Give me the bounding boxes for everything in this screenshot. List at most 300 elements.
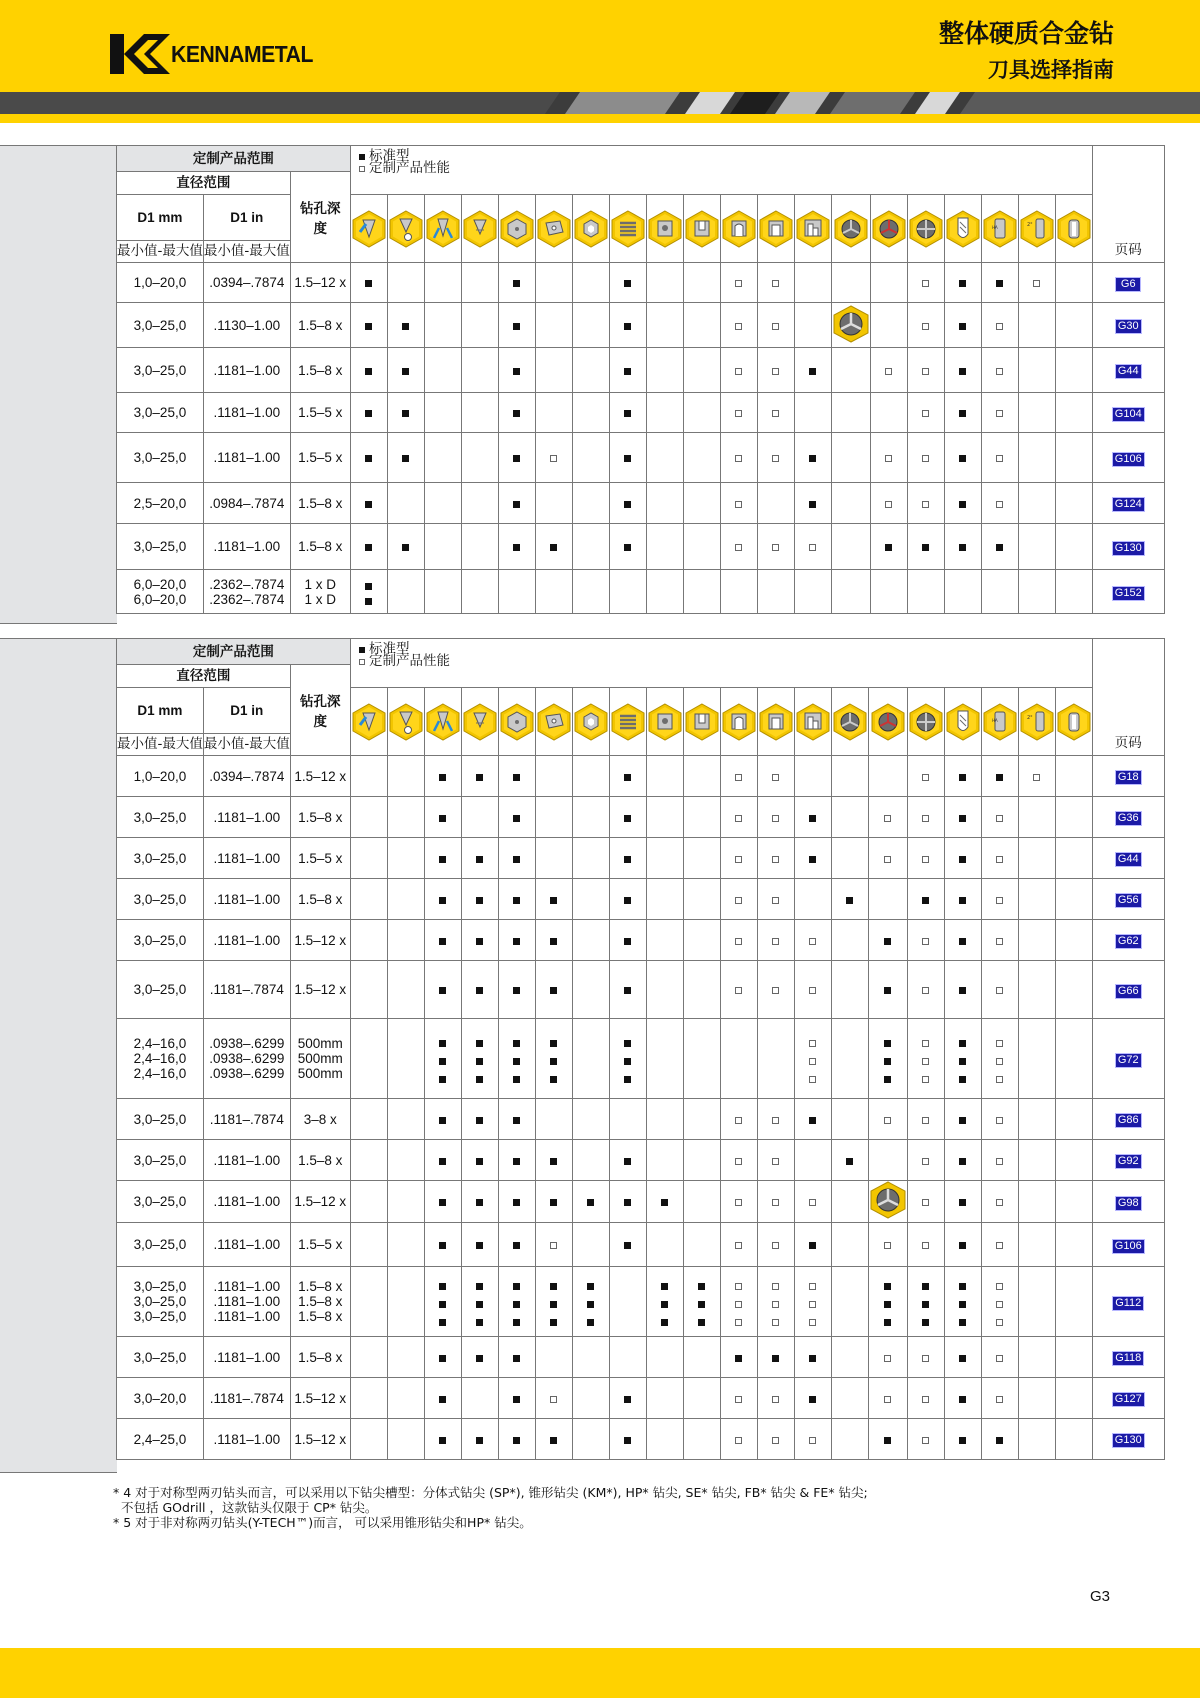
standard-marker [476,856,483,863]
feature-cell [350,1181,387,1223]
page-link-cell[interactable] [1092,483,1164,524]
standard-marker [365,368,372,375]
feature-cell [868,1378,907,1419]
feature-cell [646,1267,683,1337]
feature-cell [981,1019,1018,1099]
standard-marker [809,455,816,462]
page-link-cell[interactable] [1092,263,1164,303]
custom-marker [772,1117,779,1124]
feature-cell [535,570,572,614]
feature-cell [794,1223,831,1267]
feature-cell [757,483,794,524]
standard-marker [439,815,446,822]
page-link-cell[interactable] [1092,961,1164,1019]
feature-cell [757,1419,794,1460]
feature-cell [424,920,461,961]
standard-marker [959,280,966,287]
feature-cell [981,920,1018,961]
feature-cell [683,570,720,614]
icon-col-13 [831,195,870,263]
page-link[interactable]: G72 [1117,1053,1139,1066]
feature-cell [350,303,387,348]
standard-marker [996,1437,1003,1444]
icon-col-7 [609,195,646,263]
feature-cell [350,1019,387,1099]
custom-marker [996,1242,1003,1249]
table-row [117,524,1165,570]
custom-marker [772,455,779,462]
feature-cell [387,1181,424,1223]
page-link-cell[interactable] [1092,1140,1164,1181]
standard-marker [402,368,409,375]
page-link[interactable]: G130 [1114,541,1142,554]
table-row [117,570,1165,614]
feature-cell [424,879,461,920]
feature-cell [944,524,981,570]
feature-cell [1055,961,1092,1019]
feature-cell [757,1140,794,1181]
custom-marker [996,856,1003,863]
custom-marker [996,1283,1003,1290]
icon-col-16 [944,195,981,263]
feature-cell [1055,1337,1092,1378]
custom-range-header: 定制产品范围 [117,146,351,172]
four-flute-icon [909,703,943,741]
feature-cell [461,879,498,920]
custom-marker [922,1117,929,1124]
min-max-mm: 最小值-最大值 [117,241,204,263]
page-link-cell[interactable] [1092,838,1164,879]
table-row [117,1181,1165,1223]
icon-col-12 [794,195,831,263]
page-link[interactable]: G30 [1117,320,1139,332]
standard-marker [587,1301,594,1308]
icon-col-15 [907,195,944,263]
feature-cell [831,1019,868,1099]
feature-cell [609,920,646,961]
custom-marker [809,1058,816,1065]
feature-cell [1055,1223,1092,1267]
standard-marker [439,1242,446,1249]
page-link[interactable]: G98 [1117,1196,1139,1209]
page-link[interactable]: G130 [1114,1434,1142,1446]
standard-marker [476,1283,483,1290]
feature-cell [498,263,535,303]
custom-marker [772,774,779,781]
standard-marker [439,1301,446,1308]
feature-cell [1055,756,1092,797]
custom-marker [772,1319,779,1326]
standard-marker [959,1058,966,1065]
diameter-mm-cell: 2,4–16,0 2,4–16,0 2,4–16,0 [117,1019,204,1099]
feature-cell [981,1181,1018,1223]
custom-marker [735,1319,742,1326]
page-link-cell[interactable] [1092,1337,1164,1378]
feature-cell [572,263,609,303]
custom-marker [922,774,929,781]
standard-marker [624,938,631,945]
icon-col-2 [424,195,461,263]
feature-cell [981,393,1018,433]
depth-cell: 1.5–8 x [290,348,350,393]
feature-cell [498,1378,535,1419]
standard-marker [513,856,520,863]
feature-cell [572,1419,609,1460]
page-link-cell[interactable] [1092,920,1164,961]
feature-cell [831,433,870,483]
brand-name: KENNAMETAL [171,40,313,67]
feature-cell [831,1223,868,1267]
feature-cell [609,524,646,570]
icon-col-19 [1055,688,1092,756]
feature-cell [831,483,870,524]
custom-marker [996,1040,1003,1047]
feature-cell [907,756,944,797]
diameter-in-cell: .1181–.7874 [203,961,290,1019]
page-link[interactable]: G118 [1115,1352,1142,1364]
custom-marker [772,1396,779,1403]
standard-marker [439,1076,446,1083]
standard-marker [922,1301,929,1308]
feature-cell [907,879,944,920]
standard-marker [959,410,966,417]
standard-marker [439,1319,446,1326]
feature-cell [907,570,944,614]
page-link-cell[interactable] [1092,348,1164,393]
page-link-cell[interactable] [1092,433,1164,483]
page-link-cell[interactable] [1092,1181,1164,1223]
feature-cell [609,348,646,393]
feature-cell [944,570,981,614]
standard-marker [513,1437,520,1444]
page-link-cell[interactable] [1092,1223,1164,1267]
standard-marker [439,1355,446,1362]
legend-standard-swatch [359,154,365,160]
standard-marker [513,544,520,551]
custom-marker [735,280,742,287]
icon-col-3 [461,195,498,263]
feature-cell [794,1099,831,1140]
legend [350,639,1092,688]
diameter-in-cell: .1181–1.00 [203,1223,290,1267]
feature-cell [424,1223,461,1267]
feature-cell [461,1267,498,1337]
min-max-mm: 最小值-最大值 [117,734,204,756]
feature-cell [868,1099,907,1140]
feature-cell [1018,1337,1055,1378]
standard-marker [809,501,816,508]
standard-marker [550,1301,557,1308]
three-flute-special-icon [872,210,906,248]
stack-icon [611,703,645,741]
diameter-in-cell: .1181–1.00 [203,1337,290,1378]
standard-marker [513,1319,520,1326]
feature-cell [350,1378,387,1419]
feature-cell [683,1019,720,1099]
feature-cell [720,1223,757,1267]
standard-marker [402,323,409,330]
feature-cell [907,303,944,348]
page-link-cell[interactable] [1092,524,1164,570]
page-link-cell[interactable] [1092,1099,1164,1140]
custom-marker [996,1058,1003,1065]
feature-cell [683,961,720,1019]
custom-marker [996,455,1003,462]
four-flute-icon [909,210,943,248]
page-link[interactable]: G56 [1117,894,1139,906]
feature-cell [981,570,1018,614]
feature-cell [757,1267,794,1337]
cross-hole-icon [796,703,830,741]
standard-marker [550,1283,557,1290]
feature-cell [572,1019,609,1099]
feature-cell [683,920,720,961]
standard-marker [809,368,816,375]
icon-col-6 [572,195,609,263]
d1-in-header: D1 in [203,688,290,734]
standard-marker [476,987,483,994]
custom-marker [735,1199,742,1206]
feature-cell [1055,1099,1092,1140]
feature-cell [461,920,498,961]
feature-cell [907,920,944,961]
custom-marker [922,1076,929,1083]
feature-cell [683,1181,720,1223]
standard-marker [439,1040,446,1047]
custom-marker [885,501,892,508]
feature-cell [907,1019,944,1099]
standard-marker [885,544,892,551]
feature-cell [868,920,907,961]
page-link-cell[interactable] [1092,1267,1164,1337]
footnote-1: * 4 对于对称型两刃钻头而言，可以采用以下钻尖槽型：分体式钻尖 (SP*), 锥形钻尖 (KM*), HP* 钻尖, SE* 钻尖, FB* 钻尖 & FE* 钻尖; [113,1485,868,1500]
feature-cell [1018,756,1055,797]
diameter-mm-cell: 3,0–25,0 [117,879,204,920]
feature-cell [683,756,720,797]
page-link-cell[interactable] [1092,570,1164,614]
feature-cell [1018,263,1055,303]
feature-cell [424,1267,461,1337]
diameter-mm-cell: 3,0–25,0 [117,524,204,570]
standard-marker [996,544,1003,551]
chipbreaker-icon [463,703,497,741]
hardened-icon [722,210,756,248]
custom-marker [809,938,816,945]
feature-cell [461,797,498,838]
table-row [117,1378,1165,1419]
icon-col-5 [535,688,572,756]
feature-cell [461,524,498,570]
legend [350,146,1092,195]
feature-cell [461,961,498,1019]
feature-cell [981,483,1018,524]
page-link[interactable]: G112 [1115,1296,1142,1309]
standard-marker [624,1242,631,1249]
page-link-cell[interactable] [1092,879,1164,920]
feature-cell [535,263,572,303]
legend-custom: 定制产品性能 [369,653,451,669]
feature-cell [683,483,720,524]
page-link[interactable]: G124 [1114,498,1142,510]
table-row [117,756,1165,797]
point-thinning-icon [389,210,423,248]
page-link[interactable]: G44 [1117,853,1139,865]
custom-marker [996,1076,1003,1083]
depth-cell: 1.5–12 x [290,1378,350,1419]
page-link[interactable]: G127 [1114,1393,1142,1405]
table-row [117,838,1165,879]
standard-marker [959,1117,966,1124]
page-link[interactable]: G86 [1117,1114,1139,1126]
feature-cell [981,961,1018,1019]
feature-cell [387,483,424,524]
feature-cell [461,348,498,393]
feature-cell [609,1181,646,1223]
depth-cell: 1.5–5 x [290,393,350,433]
custom-marker [922,501,929,508]
feature-cell [831,1378,868,1419]
custom-marker [922,368,929,375]
page-link[interactable]: G18 [1117,771,1139,783]
feature-cell [424,797,461,838]
footnote-1-cont: 不包括 GOdrill ，这款钻头仅限于 CP* 钻尖。 [121,1500,378,1515]
custom-marker [735,455,742,462]
custom-marker [996,1396,1003,1403]
page-link-cell[interactable] [1092,303,1164,348]
feature-cell [1055,838,1092,879]
feature-cell [609,797,646,838]
diameter-in-cell: .1181–1.00 [203,797,290,838]
feature-cell [757,524,794,570]
feature-cell [535,393,572,433]
page-link[interactable]: G152 [1114,586,1142,599]
diameter-mm-cell: 3,0–25,0 3,0–25,0 3,0–25,0 [117,1267,204,1337]
diameter-mm-cell: 3,0–25,0 [117,1099,204,1140]
page-link[interactable]: G36 [1117,812,1139,824]
standard-marker [439,938,446,945]
page-link-cell[interactable] [1092,1019,1164,1099]
feature-cell [461,570,498,614]
feature-cell [609,1223,646,1267]
page-link-cell[interactable] [1092,1378,1164,1419]
feature-cell [461,263,498,303]
feature-cell [683,524,720,570]
feature-cell [350,393,387,433]
standard-marker [513,1076,520,1083]
feature-cell [572,879,609,920]
standard-marker [959,1076,966,1083]
title-line-2: 刀具选择指南 [988,58,1114,82]
feature-cell [498,1337,535,1378]
custom-marker [735,1283,742,1290]
page-number: G3 [1090,1588,1111,1605]
page-link-cell[interactable] [1092,797,1164,838]
standard-marker [959,544,966,551]
feature-cell [831,393,870,433]
feature-cell [572,1267,609,1337]
feature-cell [424,263,461,303]
feature-cell [981,348,1018,393]
page-link[interactable]: G66 [1117,984,1139,997]
feature-cell [907,797,944,838]
feature-cell [868,797,907,838]
feature-cell [387,393,424,433]
page-link[interactable]: G106 [1114,1239,1142,1252]
feature-cell [387,1223,424,1267]
svg-text:HA: HA [991,717,998,723]
title-line-1: 整体硬质合金钻 [938,19,1114,48]
custom-marker [922,856,929,863]
feature-cell [944,1181,981,1223]
feature-cell [944,483,981,524]
custom-marker [996,897,1003,904]
feature-cell [1018,1019,1055,1099]
custom-marker [735,938,742,945]
legend-custom: 定制产品性能 [369,160,451,176]
page-link[interactable]: G44 [1117,365,1139,377]
footnote-2: * 5 对于非对称两刃钻头(Y-TECH™)而言， 可以采用锥形钻尖和HP* 钻尖。 [113,1515,532,1530]
standard-marker [996,774,1003,781]
cross-hole-icon [796,210,830,248]
page-link[interactable]: G62 [1117,935,1139,947]
page-link-cell[interactable] [1092,1419,1164,1460]
table-row [117,1223,1165,1267]
feature-cell [794,348,831,393]
custom-marker [996,1355,1003,1362]
slot-icon [759,210,793,248]
icon-col-11 [757,195,794,263]
feature-cell [720,1140,757,1181]
feature-cell [981,433,1018,483]
feature-cell [1055,1019,1092,1099]
feature-cell [868,1337,907,1378]
feature-cell [350,797,387,838]
page-link-cell[interactable] [1092,393,1164,433]
feature-cell [1018,1378,1055,1419]
feature-cell [870,263,907,303]
page-link[interactable]: G6 [1116,278,1140,291]
feature-cell [461,1419,498,1460]
custom-marker [735,544,742,551]
feature-cell [572,570,609,614]
custom-marker [996,501,1003,508]
page-link[interactable]: G92 [1117,1155,1139,1167]
icon-col-14 [868,688,907,756]
feature-cell [794,1019,831,1099]
chipbreaker-icon [463,210,497,248]
legend-standard: 标准型 [369,641,410,657]
feature-cell [1018,303,1055,348]
feature-cell [1018,961,1055,1019]
feature-cell [757,1181,794,1223]
feature-cell [424,961,461,1019]
page-link[interactable]: G104 [1114,407,1142,420]
nonferrous-icon [648,210,682,248]
feature-cell [646,348,683,393]
table-row [117,483,1165,524]
page-link[interactable]: G106 [1114,452,1142,465]
feature-cell [350,570,387,614]
standard-marker [624,897,631,904]
standard-marker [476,1040,483,1047]
feature-cell [944,1099,981,1140]
custom-marker [996,323,1003,330]
icon-col-10 [720,688,757,756]
stack-icon [611,210,645,248]
standard-marker [550,1199,557,1206]
standard-marker [365,410,372,417]
page-link-cell[interactable] [1092,756,1164,797]
